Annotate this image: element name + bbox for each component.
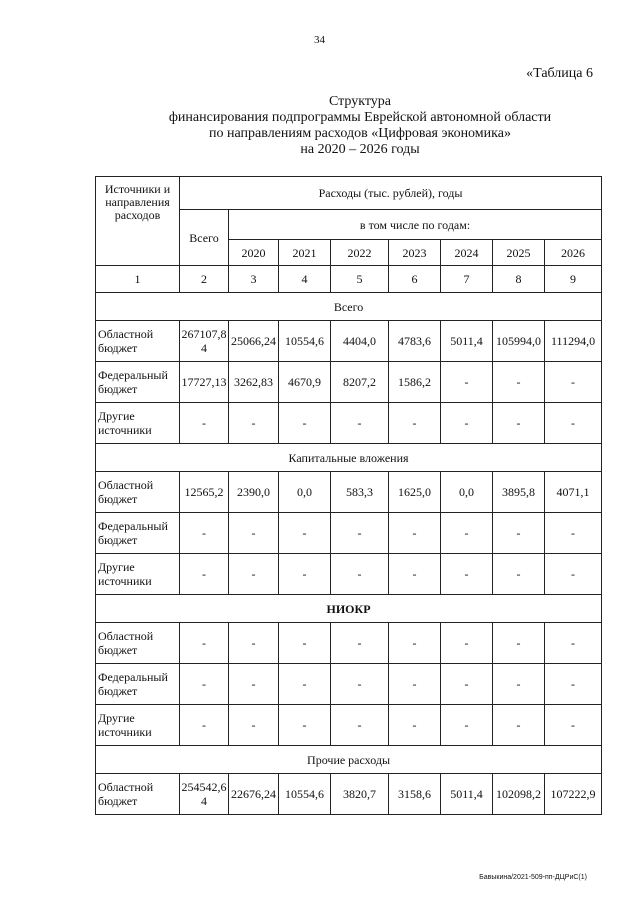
year-value-cell: 22676,24 bbox=[229, 774, 279, 815]
year-value-cell: - bbox=[331, 403, 389, 444]
year-value-cell: - bbox=[229, 705, 279, 746]
year-value-cell: - bbox=[279, 554, 331, 595]
year-value-cell: - bbox=[229, 664, 279, 705]
total-value-cell: - bbox=[180, 705, 229, 746]
year-value-cell: 4404,0 bbox=[331, 321, 389, 362]
year-value-cell: 583,3 bbox=[331, 472, 389, 513]
column-number: 2 bbox=[180, 266, 229, 293]
year-value-cell: - bbox=[545, 705, 602, 746]
year-value-cell: 10554,6 bbox=[279, 321, 331, 362]
year-value-cell: - bbox=[331, 705, 389, 746]
year-value-cell: 5011,4 bbox=[441, 321, 493, 362]
header-by-years: в том числе по годам: bbox=[229, 210, 602, 240]
column-number: 6 bbox=[389, 266, 441, 293]
financing-table bbox=[95, 176, 602, 815]
column-number: 9 bbox=[545, 266, 602, 293]
table-row bbox=[96, 554, 602, 595]
year-value-cell: - bbox=[493, 362, 545, 403]
total-value-cell: - bbox=[180, 554, 229, 595]
year-value-cell: - bbox=[331, 554, 389, 595]
year-value-cell: - bbox=[493, 664, 545, 705]
year-value-cell: - bbox=[389, 403, 441, 444]
title-line-1: Структура bbox=[328, 94, 392, 109]
table-row bbox=[96, 705, 602, 746]
total-value-cell: 12565,2 bbox=[180, 472, 229, 513]
header-year: 2023 bbox=[389, 240, 441, 266]
year-value-cell: 0,0 bbox=[279, 472, 331, 513]
year-value-cell: - bbox=[441, 362, 493, 403]
title-line-3: по направлениям расходов «Цифровая экономика» bbox=[209, 126, 511, 141]
year-value-cell: - bbox=[279, 403, 331, 444]
year-value-cell: - bbox=[493, 623, 545, 664]
year-value-cell: - bbox=[331, 513, 389, 554]
year-value-cell: 105994,0 bbox=[493, 321, 545, 362]
year-value-cell: 10554,6 bbox=[279, 774, 331, 815]
column-number: 5 bbox=[331, 266, 389, 293]
header-year: 2024 bbox=[441, 240, 493, 266]
total-value-cell: - bbox=[180, 513, 229, 554]
section-row bbox=[96, 444, 602, 472]
year-value-cell: 3158,6 bbox=[389, 774, 441, 815]
year-value-cell: - bbox=[279, 664, 331, 705]
table-title bbox=[90, 94, 630, 158]
year-value-cell: - bbox=[229, 623, 279, 664]
year-value-cell: 4670,9 bbox=[279, 362, 331, 403]
header-year: 2020 bbox=[229, 240, 279, 266]
year-value-cell: - bbox=[331, 623, 389, 664]
section-title: Прочие расходы bbox=[96, 746, 602, 774]
table-reference: «Таблица 6 bbox=[526, 66, 593, 81]
source-cell: Другие источники bbox=[96, 403, 180, 444]
header-expenses: Расходы (тыс. рублей), годы bbox=[180, 177, 602, 210]
year-value-cell: - bbox=[441, 554, 493, 595]
header-year: 2025 bbox=[493, 240, 545, 266]
year-value-cell: 107222,9 bbox=[545, 774, 602, 815]
table-row bbox=[96, 774, 602, 815]
table-row bbox=[96, 623, 602, 664]
year-value-cell: 0,0 bbox=[441, 472, 493, 513]
section-title: Всего bbox=[96, 293, 602, 321]
year-value-cell: 8207,2 bbox=[331, 362, 389, 403]
header-year: 2026 bbox=[545, 240, 602, 266]
table-row bbox=[96, 472, 602, 513]
year-value-cell: 2390,0 bbox=[229, 472, 279, 513]
total-value-cell: - bbox=[180, 664, 229, 705]
header-year: 2022 bbox=[331, 240, 389, 266]
source-cell: Областной бюджет bbox=[96, 472, 180, 513]
year-value-cell: 1625,0 bbox=[389, 472, 441, 513]
year-value-cell: - bbox=[229, 403, 279, 444]
year-value-cell: - bbox=[389, 623, 441, 664]
year-value-cell: 25066,24 bbox=[229, 321, 279, 362]
section-title: Капитальные вложения bbox=[96, 444, 602, 472]
year-value-cell: 3820,7 bbox=[331, 774, 389, 815]
source-cell: Областной бюджет bbox=[96, 321, 180, 362]
year-value-cell: - bbox=[389, 664, 441, 705]
year-value-cell: - bbox=[331, 664, 389, 705]
column-number: 4 bbox=[279, 266, 331, 293]
year-value-cell: - bbox=[493, 554, 545, 595]
source-cell: Областной бюджет bbox=[96, 774, 180, 815]
year-value-cell: - bbox=[229, 554, 279, 595]
year-value-cell: - bbox=[441, 513, 493, 554]
year-value-cell: - bbox=[279, 623, 331, 664]
year-value-cell: - bbox=[545, 513, 602, 554]
year-value-cell: - bbox=[493, 705, 545, 746]
year-value-cell: - bbox=[279, 513, 331, 554]
year-value-cell: - bbox=[389, 705, 441, 746]
year-value-cell: 4071,1 bbox=[545, 472, 602, 513]
year-value-cell: - bbox=[441, 403, 493, 444]
table-row bbox=[96, 664, 602, 705]
year-value-cell: - bbox=[279, 705, 331, 746]
header-total: Всего bbox=[180, 210, 229, 266]
year-value-cell: - bbox=[545, 664, 602, 705]
table-row bbox=[96, 513, 602, 554]
year-value-cell: - bbox=[493, 403, 545, 444]
year-value-cell: 3895,8 bbox=[493, 472, 545, 513]
year-value-cell: - bbox=[545, 554, 602, 595]
table-row bbox=[96, 403, 602, 444]
year-value-cell: - bbox=[441, 705, 493, 746]
year-value-cell: - bbox=[389, 513, 441, 554]
year-value-cell: 3262,83 bbox=[229, 362, 279, 403]
column-number: 3 bbox=[229, 266, 279, 293]
year-value-cell: - bbox=[389, 554, 441, 595]
table-row bbox=[96, 321, 602, 362]
page-number: 34 bbox=[314, 34, 325, 46]
source-cell: Областной бюджет bbox=[96, 623, 180, 664]
table-row bbox=[96, 362, 602, 403]
total-value-cell: - bbox=[180, 403, 229, 444]
section-row bbox=[96, 293, 602, 321]
header-sources: Источники и направления расходов bbox=[96, 177, 180, 266]
section-row bbox=[96, 595, 602, 623]
section-title: НИОКР bbox=[96, 595, 602, 623]
year-value-cell: - bbox=[545, 362, 602, 403]
source-cell: Другие источники bbox=[96, 554, 180, 595]
year-value-cell: - bbox=[545, 623, 602, 664]
year-value-cell: 1586,2 bbox=[389, 362, 441, 403]
year-value-cell: - bbox=[545, 403, 602, 444]
total-value-cell: - bbox=[180, 623, 229, 664]
column-number: 8 bbox=[493, 266, 545, 293]
year-value-cell: 5011,4 bbox=[441, 774, 493, 815]
section-row bbox=[96, 746, 602, 774]
title-line-2: финансирования подпрограммы Еврейской автономной области bbox=[168, 110, 552, 125]
source-cell: Федеральный бюджет bbox=[96, 664, 180, 705]
header-year: 2021 bbox=[279, 240, 331, 266]
title-line-4: на 2020 – 2026 годы bbox=[300, 142, 420, 157]
source-cell: Федеральный бюджет bbox=[96, 362, 180, 403]
year-value-cell: 102098,2 bbox=[493, 774, 545, 815]
year-value-cell: 111294,0 bbox=[545, 321, 602, 362]
year-value-cell: - bbox=[441, 664, 493, 705]
total-value-cell: 17727,13 bbox=[180, 362, 229, 403]
column-number: 7 bbox=[441, 266, 493, 293]
source-cell: Федеральный бюджет bbox=[96, 513, 180, 554]
total-value-cell: 267107,84 bbox=[180, 321, 229, 362]
source-cell: Другие источники bbox=[96, 705, 180, 746]
year-value-cell: - bbox=[493, 513, 545, 554]
total-value-cell: 254542,64 bbox=[180, 774, 229, 815]
year-value-cell: 4783,6 bbox=[389, 321, 441, 362]
year-value-cell: - bbox=[229, 513, 279, 554]
column-number: 1 bbox=[96, 266, 180, 293]
document-code: Бавыкина/2021-509-пп-ДЦРиС(1) bbox=[479, 874, 587, 881]
year-value-cell: - bbox=[441, 623, 493, 664]
